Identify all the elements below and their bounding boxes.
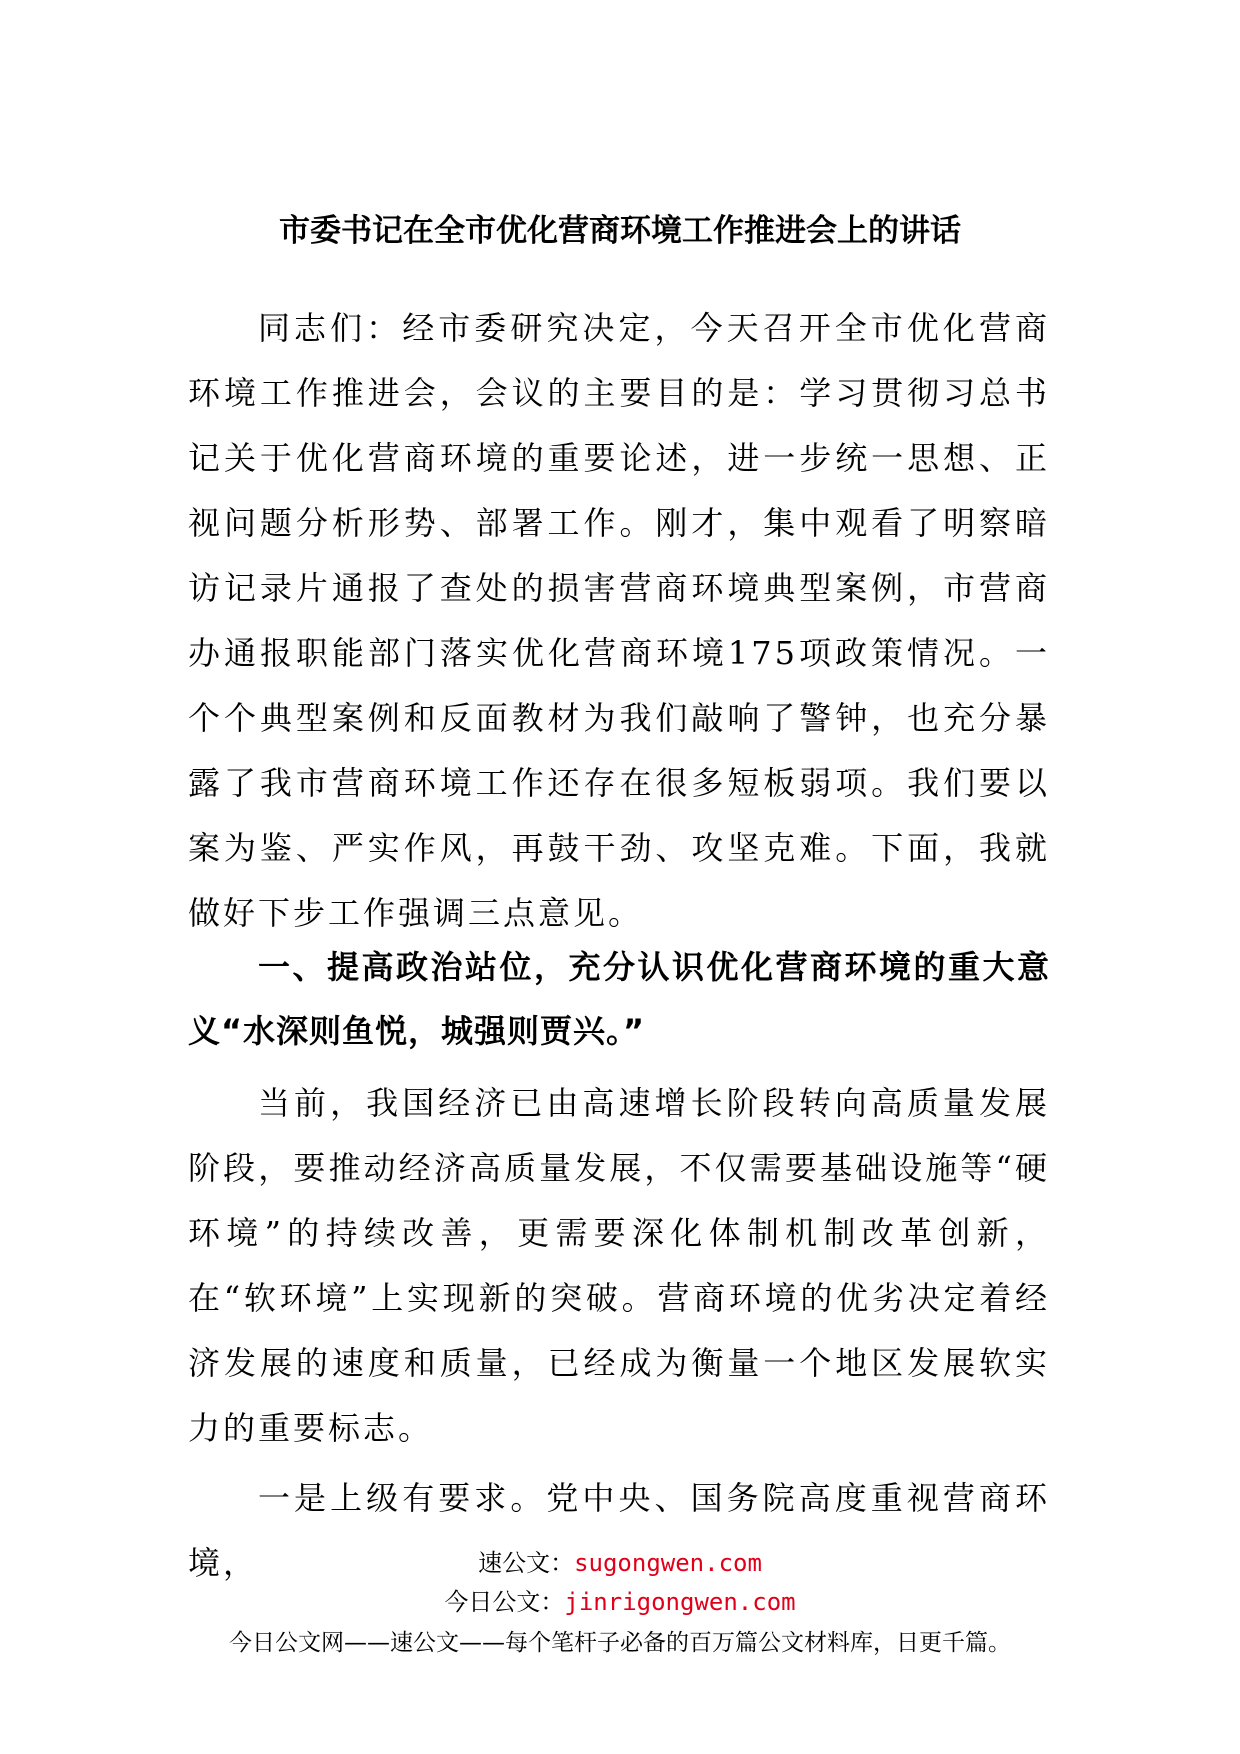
footer-label-sugongwen: 速公文： bbox=[478, 1549, 575, 1577]
document-title: 市委书记在全市优化营商环境工作推进会上的讲话 bbox=[279, 213, 961, 249]
footer-line-jinrigongwen bbox=[0, 1582, 1240, 1617]
footer-link-jinrigongwen[interactable]: jinrigongwen.com bbox=[564, 1588, 796, 1616]
paragraph-intro: 同志们：经市委研究决定，今天召开全市优化营商环境工作推进会，会议的主要目的是：学习贯彻习总书记关于优化营商环境的重要论述，进一步统一思想、正视问题分析形势、部署工作。刚才，集中观看了明察暗访记录片通报了查处的损害营商环境典型案例，市营商办通报职能部门落实优化营商环境175项政策情况。一个个典型案例和反面教材为我们敲响了警钟，也充分暴露了我市营商环境工作还存在很多短板弱项。我们要以案为鉴、严实作风，再鼓干劲、攻坚克难。下面，我就做好下步工作强调三点意见。 bbox=[188, 309, 1050, 932]
paragraph-current-situation: 当前，我国经济已由高速增长阶段转向高质量发展阶段，要推动经济高质量发展，不仅需要基础设施等“硬环境”的持续改善，更需要深化体制机制改革创新，在“软环境”上实现新的突破。营商环境的优劣决定着经济发展的速度和质量，已经成为衡量一个地区发展软实力的重要标志。 bbox=[188, 1084, 1050, 1447]
footer-label-jinrigongwen: 今日公文： bbox=[444, 1588, 565, 1616]
footer-line-sugongwen bbox=[0, 1543, 1240, 1578]
paragraph-point-one: 一是上级有要求。党中央、国务院高度重视营商环境， bbox=[188, 1479, 1050, 1582]
section-heading-1: 一、提高政治站位，充分认识优化营商环境的重大意义“水深则鱼悦，城强则贾兴。” bbox=[188, 948, 1050, 1050]
footer-slogan: 今日公文网——速公文——每个笔杆子必备的百万篇公文材料库，日更千篇。 bbox=[229, 1630, 1011, 1656]
footer-link-sugongwen[interactable]: sugongwen.com bbox=[574, 1549, 762, 1577]
